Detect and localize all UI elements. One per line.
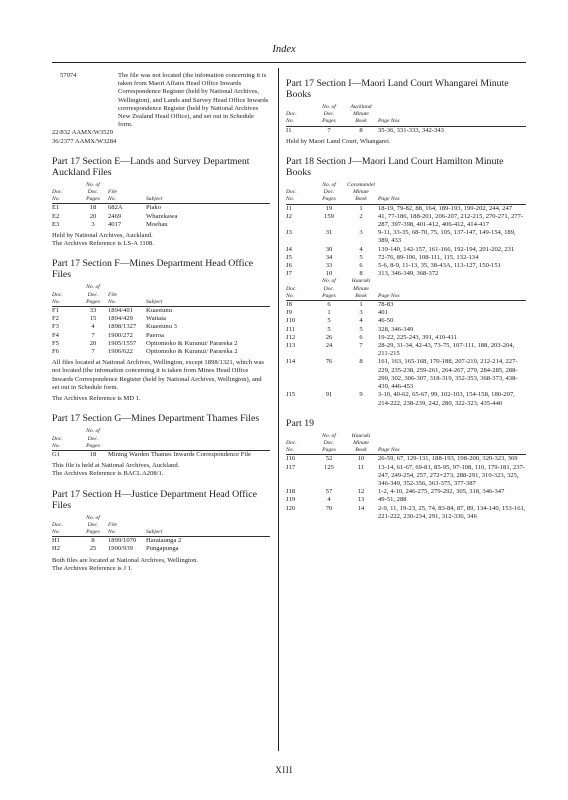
table-cell: 8	[359, 126, 363, 134]
section-g-table	[52, 428, 270, 459]
column-header: Doc.	[286, 285, 297, 292]
column-header: Doc.	[286, 439, 297, 446]
table-cell: 15	[89, 315, 97, 323]
table-cell: F1	[52, 307, 59, 315]
column-header: Pages	[314, 447, 344, 455]
table-row	[52, 537, 270, 546]
table-cell: 6	[327, 301, 331, 309]
table-cell: 13	[357, 496, 365, 504]
table-cell: J2	[286, 212, 292, 220]
column-header: No.	[108, 299, 146, 307]
column-header: File	[108, 291, 118, 298]
table-cell: 12	[357, 488, 365, 496]
archive-ref: 22/832 AAMX/W3529	[52, 129, 113, 137]
table-cell: 18	[89, 204, 97, 212]
section-note: All files located at National Archives, Wellington, except 1898/1321, which was not located (the infomation concerning it is taken from Mines Head Office Inwards Correspondence Register (held by National Archives, Wellington), and set out in Schedule form.	[52, 359, 264, 391]
table-cell: 20	[89, 212, 97, 220]
column-header	[108, 182, 146, 189]
table-cell: J8	[286, 301, 292, 309]
table-cell: 328, 346-349	[378, 325, 414, 333]
table-cell: J12	[286, 333, 296, 341]
column-header: No.	[286, 118, 314, 126]
column-header	[286, 433, 314, 440]
section-note: The Archives Reference is MD 1.	[52, 395, 141, 403]
table-cell: Harataunga 2	[146, 537, 182, 545]
table-row	[52, 221, 270, 229]
section-title: Part 17 Section F—Mines Department Head Office Files	[52, 258, 254, 281]
table-cell: 161, 163, 165-168, 170-188, 207-210, 212-214, 227-229, 235-238, 259-261, 264-267, 279, 284-285, 288-290, 302, 306-307, 318-319, 352-353, 368-373, 438-439, 446-453	[378, 358, 518, 391]
table-cell: 4	[91, 323, 95, 331]
table-row	[286, 391, 526, 407]
table-row	[286, 496, 526, 504]
table-cell: 1906/622	[108, 348, 133, 356]
table-row	[286, 213, 526, 229]
column-header	[146, 522, 270, 529]
table-cell: 3	[91, 220, 95, 228]
column-header: No.	[286, 293, 314, 301]
table-cell: 7	[91, 331, 95, 339]
table-cell: J13	[286, 342, 296, 350]
table-cell: 4	[359, 317, 363, 325]
table-cell: 7	[91, 348, 95, 356]
column-header: Auckland	[350, 104, 372, 110]
table-cell: 1899/1070	[108, 537, 137, 545]
table-cell: 159	[324, 212, 334, 220]
table-cell: 4	[359, 245, 363, 253]
column-header	[378, 286, 526, 293]
column-header	[378, 189, 526, 196]
table-cell: J6	[286, 262, 292, 270]
column-header: Pages	[78, 443, 108, 451]
section-note: The Archives Reference is J 1.	[52, 564, 133, 572]
column-header	[108, 515, 146, 522]
column-header: No.	[286, 196, 314, 204]
table-cell: 5	[327, 317, 331, 325]
table-cell: 78-83	[378, 301, 394, 309]
table-cell: 6	[359, 262, 363, 270]
table-cell: Wharekawa	[146, 212, 178, 220]
table-row	[286, 126, 526, 135]
column-header: Doc.	[286, 111, 297, 118]
table-cell: 41, 77-186, 188-201, 206-207, 212-215, 270-271, 277-287, 397-398, 401-412, 406-412, 414-417	[378, 212, 524, 229]
table-cell: J16	[286, 455, 296, 463]
section-f-table	[52, 284, 270, 356]
table-cell: 11	[357, 463, 365, 471]
table-cell: J7	[286, 270, 292, 278]
column-header: No.	[52, 529, 78, 537]
column-header: Coromandel	[347, 182, 375, 189]
table-cell: I1	[286, 126, 292, 134]
column-header: No. of	[86, 181, 100, 188]
table-cell: Kuaotunu	[146, 307, 173, 315]
column-header: Book	[344, 293, 378, 301]
table-cell: 1905/1557	[108, 339, 137, 347]
section-note: Both files are located at National Archives, Wellington.	[52, 556, 199, 564]
table-cell: 1900/272	[108, 331, 133, 339]
column-header: No.	[52, 196, 78, 204]
section-title: Part 17 Section G—Mines Department Thames Files	[52, 413, 260, 425]
column-header: Hauraki	[351, 278, 371, 285]
table-cell: Opitomoko & Kuranui/ Parareka 2	[146, 339, 238, 347]
column-header: Doc.	[323, 439, 335, 446]
table-cell: 1	[359, 204, 363, 212]
table-cell: J4	[286, 245, 292, 253]
column-header: File	[108, 521, 118, 528]
table-cell: 1894/401	[108, 307, 133, 315]
column-header: No. of	[322, 104, 336, 110]
table-cell: E3	[52, 220, 60, 228]
table-cell: 4017	[108, 220, 122, 228]
column-header	[286, 278, 314, 285]
table-cell: 30	[325, 245, 333, 253]
page-number: XIII	[275, 765, 293, 775]
table-cell: 5	[327, 325, 331, 333]
column-header: Subject	[146, 196, 270, 204]
column-header	[52, 182, 78, 189]
table-cell: Paeroa	[146, 331, 164, 339]
table-cell: 28-29, 31-34, 42-43, 73-75, 107-111, 188, 203-204, 211-215	[378, 342, 515, 358]
table-row	[52, 307, 270, 316]
column-header: No.	[52, 443, 78, 451]
table-cell: 57	[325, 488, 333, 496]
table-cell: J10	[286, 317, 296, 325]
table-cell: 139-140, 142-157, 161-166, 192-194, 201-202, 231	[378, 245, 515, 253]
column-header: Pages	[78, 196, 108, 204]
table-row	[286, 229, 526, 245]
column-header: Page Nos	[378, 118, 526, 126]
table-cell: 125	[324, 463, 334, 471]
table-cell: 70	[325, 504, 333, 512]
table-cell: Piako	[146, 204, 162, 212]
table-cell: 4	[327, 496, 331, 504]
table-cell: Waitaia	[146, 315, 166, 323]
column-divider	[278, 68, 279, 751]
table-cell: 72-76, 89-106, 108-111, 115, 132-134	[378, 253, 479, 261]
column-header: Doc.	[323, 189, 335, 196]
column-header	[108, 443, 270, 451]
table-cell: 6	[359, 333, 363, 341]
table-cell: 5-6, 8-9, 11-13, 35, 38-43A, 113-127, 150-151	[378, 262, 501, 270]
column-header: Book	[344, 447, 378, 455]
table-cell: G1	[52, 450, 61, 458]
column-header	[378, 182, 526, 189]
table-cell: 8	[91, 537, 95, 545]
table-row	[52, 340, 270, 348]
column-header: Doc.	[52, 521, 63, 528]
column-header	[52, 515, 78, 522]
section-h-table	[52, 515, 270, 554]
table-cell: Kuaotunu 3	[146, 323, 177, 331]
table-cell: F2	[52, 315, 59, 323]
table-row	[286, 262, 526, 270]
column-header: Minute	[353, 111, 369, 118]
table-row	[52, 348, 270, 356]
column-header: Doc.	[87, 189, 99, 196]
section-title: Part 17 Section E—Lands and Survey Department Auckland Files	[52, 155, 250, 178]
table-cell: 1900/939	[108, 545, 133, 553]
section-title: Part 19	[286, 417, 315, 429]
column-header: Doc.	[52, 189, 63, 196]
column-header	[286, 182, 314, 189]
table-cell: 9	[359, 391, 363, 399]
column-header	[146, 515, 270, 522]
table-row	[286, 358, 526, 391]
table-row	[52, 204, 270, 213]
column-header: Doc.	[52, 435, 63, 442]
column-header	[146, 182, 270, 189]
column-header: Hauraki	[351, 432, 371, 439]
table-cell: 2	[359, 212, 363, 220]
column-header: No.	[286, 447, 314, 455]
column-header: Doc.	[323, 111, 335, 118]
column-header	[286, 104, 314, 111]
table-row	[52, 332, 270, 340]
table-cell: 313, 346-349, 368-372	[378, 270, 439, 278]
table-cell: H2	[52, 545, 61, 553]
column-header: Pages	[314, 196, 344, 204]
table-row	[286, 254, 526, 262]
table-cell: 31	[325, 229, 333, 237]
left-column	[52, 72, 270, 573]
table-cell: 1-2, 4-10, 246-275, 279-292, 305, 318, 346-347	[378, 488, 505, 496]
table-row	[286, 464, 526, 489]
table-cell: 1	[327, 309, 331, 317]
column-header: Page Nos	[378, 196, 526, 204]
table-cell: 25	[89, 545, 97, 553]
table-cell: F5	[52, 339, 59, 347]
table-cell: Opitomoko & Kuranui/ Parareka 2	[146, 348, 238, 356]
table-row	[286, 326, 526, 334]
column-header	[378, 104, 526, 111]
column-header: No.	[108, 196, 146, 204]
table-cell: Mining Warden Thames Inwards Correspondence File	[108, 450, 251, 458]
table-row	[52, 545, 270, 553]
column-header: Page Nos	[378, 447, 526, 455]
table-row	[52, 450, 270, 459]
table-cell: 35-36, 331-333, 342-343	[378, 126, 444, 134]
table-cell: 7	[359, 342, 363, 350]
section-note: The Archives Reference is LS-A 1108.	[52, 240, 154, 248]
table-row	[286, 455, 526, 464]
column-header	[52, 428, 78, 435]
table-cell: 5	[359, 325, 363, 333]
column-header	[146, 189, 270, 196]
table-cell: F3	[52, 323, 59, 331]
table-cell: 46-50	[378, 317, 394, 325]
column-header: Page Nos	[378, 293, 526, 301]
table-cell: J11	[286, 325, 295, 333]
table-row	[52, 323, 270, 331]
table-row	[286, 246, 526, 254]
table-row	[52, 213, 270, 221]
table-cell: J9	[286, 309, 292, 317]
column-header	[378, 440, 526, 447]
table-cell: 401	[378, 309, 388, 317]
column-header: Minute	[353, 189, 369, 196]
column-header: Pages	[314, 293, 344, 301]
section-note: The Archives Reference is BACL A208/1.	[52, 470, 164, 478]
table-cell: 10	[357, 455, 365, 463]
column-header: Doc.	[87, 435, 99, 442]
table-cell: J18	[286, 488, 296, 496]
page-header: Index	[272, 44, 296, 55]
table-cell: 1898/1327	[108, 323, 137, 331]
table-cell: 20	[89, 339, 97, 347]
note-number: 57974	[60, 72, 77, 79]
column-header	[52, 284, 78, 291]
table-cell: J19	[286, 496, 296, 504]
table-row	[286, 309, 526, 317]
section-e-table	[52, 182, 270, 229]
column-header: Doc.	[323, 285, 335, 292]
header-rule	[52, 62, 526, 63]
table-row	[286, 317, 526, 325]
table-cell: 1894/429	[108, 315, 133, 323]
section-title: Part 17 Section H—Justice Department Head Office Files	[52, 488, 257, 511]
table-cell: 10	[325, 270, 333, 278]
table-row	[52, 315, 270, 323]
column-header: Pages	[78, 299, 108, 307]
table-cell: 19	[325, 204, 333, 212]
table-cell: J1	[286, 204, 292, 212]
table-cell: J17	[286, 463, 296, 471]
column-header: Pages	[78, 529, 108, 537]
column-header	[378, 111, 526, 118]
archive-ref: 36/2377 AAMX/W3284	[52, 137, 117, 145]
table-cell: 8	[359, 358, 363, 366]
table-row	[286, 301, 526, 310]
table-cell: J20	[286, 504, 296, 512]
section-note: Held by Maori Land Court, Whangarei.	[286, 137, 391, 145]
table-cell: 18-19, 79-82, 88, 164, 189-193, 199-202, 244, 247	[378, 204, 513, 212]
table-cell: Pungapunga	[146, 545, 179, 553]
column-header: Doc.	[52, 291, 63, 298]
table-cell: 14	[357, 504, 365, 512]
section-title: Part 18 Section J—Maori Land Court Hamilton Minute Books	[286, 156, 504, 179]
column-header	[378, 278, 526, 285]
table-cell: 33	[325, 262, 333, 270]
section-note: Held by National Archives, Auckland.	[52, 232, 153, 240]
note-text: The file was not located (the infomation concerning it is taken from Maori Affairs Head Office Inwards Correspondence Register (held by National Archives, Wellington), and Lands and Survey Head Office Inwards corrrespondence Register (held by National Archives New Zealand Head Office), and set out in Schedule form.	[118, 72, 269, 129]
table-cell: F6	[52, 348, 59, 356]
table-cell: 2-9, 11, 19-23, 25, 74, 83-84, 87, 89, 134-140, 153-161, 221-222, 230-234, 291, 312-336, 346	[378, 504, 526, 520]
table-cell: 26	[325, 333, 333, 341]
column-header: Minute	[353, 285, 369, 292]
column-header: Pages	[314, 118, 344, 126]
column-header: No.	[108, 529, 146, 537]
section-title: Part 17 Section I—Maori Land Court Whangarei Minute Books	[286, 78, 509, 100]
table-cell: J15	[286, 391, 296, 399]
table-row	[286, 342, 526, 358]
table-cell: 26-59, 67, 129-131, 188-193, 198-200, 320-323, 369	[378, 455, 518, 463]
column-header: No. of	[86, 514, 100, 521]
column-header: File	[108, 189, 118, 196]
table-cell: 33	[89, 307, 97, 315]
table-cell: 7	[327, 126, 331, 134]
file-note	[52, 72, 270, 129]
table-cell: 3-10, 40-62, 65-67, 99, 102-103, 154-158, 180-207, 214-222, 238-239, 242, 280, 322-323, 435-440	[378, 391, 515, 407]
table-row	[286, 505, 526, 521]
column-header: No. of	[322, 278, 336, 285]
table-cell: E1	[52, 204, 60, 212]
table-cell: 13-14, 61-67, 69-81, 85-95, 97-108, 110, 179-181, 237-247, 249-254, 257, 272=273, 288-291, 310-323, 325, 346-349, 352-356, 363-375, 377-387	[378, 463, 526, 487]
section-i-table	[286, 104, 526, 135]
table-cell: 24	[325, 342, 333, 350]
column-header: Subject	[146, 529, 270, 537]
column-header	[108, 284, 146, 291]
table-cell: 2469	[108, 212, 122, 220]
column-header: Book	[344, 196, 378, 204]
table-cell: 52	[325, 455, 333, 463]
table-cell: 76	[325, 358, 333, 366]
table-cell: 19-22, 225-243, 391, 410-411	[378, 333, 457, 341]
table-cell: Moehau	[146, 220, 168, 228]
column-header: No. of	[86, 428, 100, 435]
table-row	[286, 204, 526, 213]
column-header: No. of	[322, 432, 336, 439]
table-cell: 3	[359, 309, 363, 317]
table-cell: J3	[286, 229, 292, 237]
column-header: Minute	[353, 439, 369, 446]
table-cell: 49-51, 288	[378, 496, 407, 504]
right-column	[286, 72, 526, 521]
column-header: Book	[344, 118, 378, 126]
column-header	[146, 284, 270, 291]
part18-hauraki-table	[286, 278, 526, 407]
table-cell: 18	[89, 450, 97, 458]
part19-table	[286, 433, 526, 521]
table-cell: E2	[52, 212, 60, 220]
column-header	[146, 292, 270, 299]
column-header	[108, 436, 270, 443]
column-header: Subject	[146, 299, 270, 307]
table-cell: J5	[286, 253, 292, 261]
table-cell: 91	[325, 391, 333, 399]
section-note: This file is held at National Archives, Auckland.	[52, 462, 180, 470]
column-header: No. of	[86, 284, 100, 291]
table-cell: J14	[286, 358, 296, 366]
column-header: No.	[52, 299, 78, 307]
table-cell: 9-11, 33-35, 68-70, 75, 105, 137-147, 149-154, 189, 389, 433	[378, 229, 516, 245]
table-cell: 5	[359, 253, 363, 261]
column-header	[378, 433, 526, 440]
table-row	[286, 488, 526, 496]
table-row	[286, 334, 526, 342]
column-header: No. of	[322, 182, 336, 189]
table-cell: 682A	[108, 204, 123, 212]
table-cell: F4	[52, 331, 59, 339]
table-cell: 1	[359, 301, 363, 309]
column-header	[108, 428, 270, 435]
column-header: Doc.	[286, 189, 297, 196]
column-header: Doc.	[87, 291, 99, 298]
table-cell: 34	[325, 253, 333, 261]
table-cell: H1	[52, 537, 61, 545]
table-cell: 3	[359, 229, 363, 237]
table-cell: 8	[359, 270, 363, 278]
part18-coromandel-table	[286, 182, 526, 278]
column-header: Doc.	[87, 521, 99, 528]
